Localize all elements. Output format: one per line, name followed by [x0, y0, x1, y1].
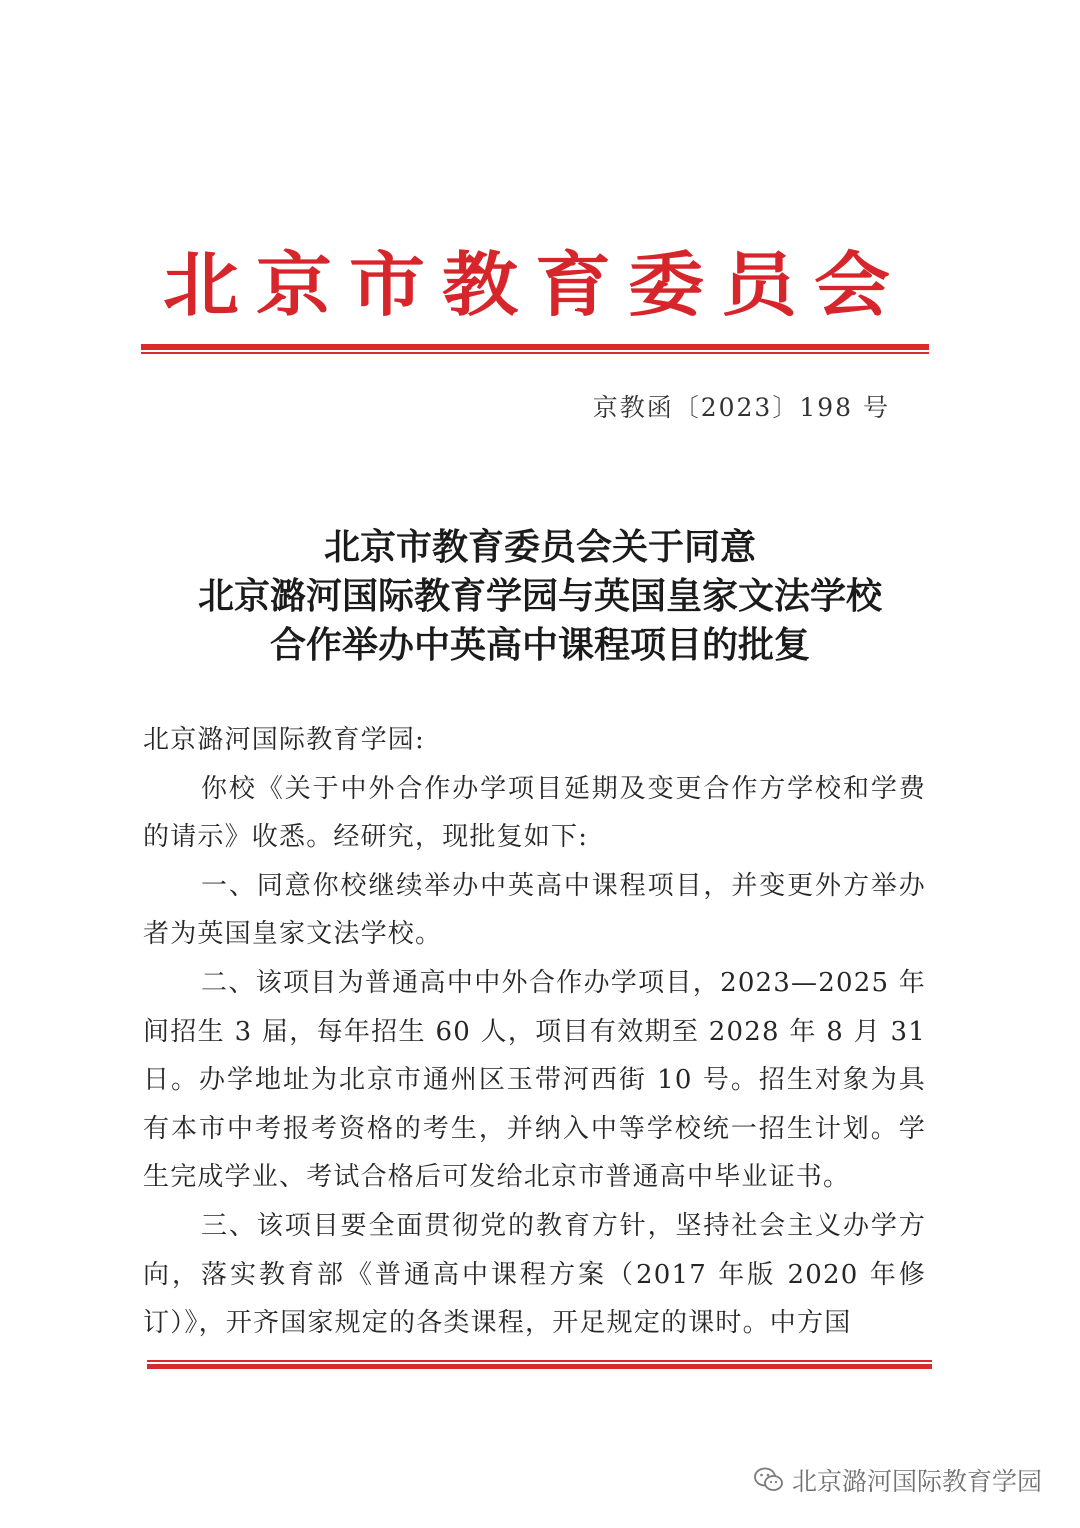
header-red-rule: [141, 344, 929, 355]
body-paragraph: 你校《关于中外合作办学项目延期及变更合作方学校和学费的请示》收悉。经研究，现批复如下:: [143, 773, 926, 853]
document-number: 京教函〔2023〕198 号: [592, 393, 890, 422]
salutation: 北京潞河国际教育学园:: [143, 725, 425, 755]
title-line-2: 北京潞河国际教育学园与英国皇家文法学校: [197, 575, 882, 617]
title-line-1: 北京市教育委员会关于同意: [323, 526, 756, 568]
body-paragraph: 三、该项目要全面贯彻党的教育方针，坚持社会主义办学方向，落实教育部《普通高中课程方案（2017 年版 2020 年修订）》，开齐国家规定的各类课程，开足规定的课时。中方国: [143, 1210, 926, 1339]
body-paragraph: 二、该项目为普通高中中外合作办学项目，2023—2025 年间招生 3 届，每年招生 60 人，项目有效期至 2028 年 8 月 31 日。办学地址为北京市通州区玉带河西街 10 号。招生对象为具有本市中考报考资格的考生，并纳入中等学校统一招生计划。学生完成学业、考试合格后可发给北京市普通高中毕业证书。: [143, 967, 926, 1193]
footer-rule-thick: [147, 1364, 932, 1369]
issuer-masthead: 北京市教育委员会: [163, 243, 907, 326]
footer-red-rule: [147, 1360, 932, 1369]
body-paragraph: 一、同意你校继续举办中英高中课程项目，并变更外方举办者为英国皇家文法学校。: [143, 870, 926, 950]
watermark: [754, 1462, 1042, 1498]
header-rule-thin: [141, 352, 929, 354]
watermark-text: 北京潞河国际教育学园: [791, 1467, 1042, 1496]
wechat-icon: [754, 1467, 784, 1493]
header-rule-thick: [141, 344, 929, 350]
footer-rule-thin: [147, 1360, 932, 1362]
document-body: [143, 716, 926, 1348]
document-title: [100, 523, 980, 670]
title-line-3: 合作举办中英高中课程项目的批复: [269, 624, 810, 666]
